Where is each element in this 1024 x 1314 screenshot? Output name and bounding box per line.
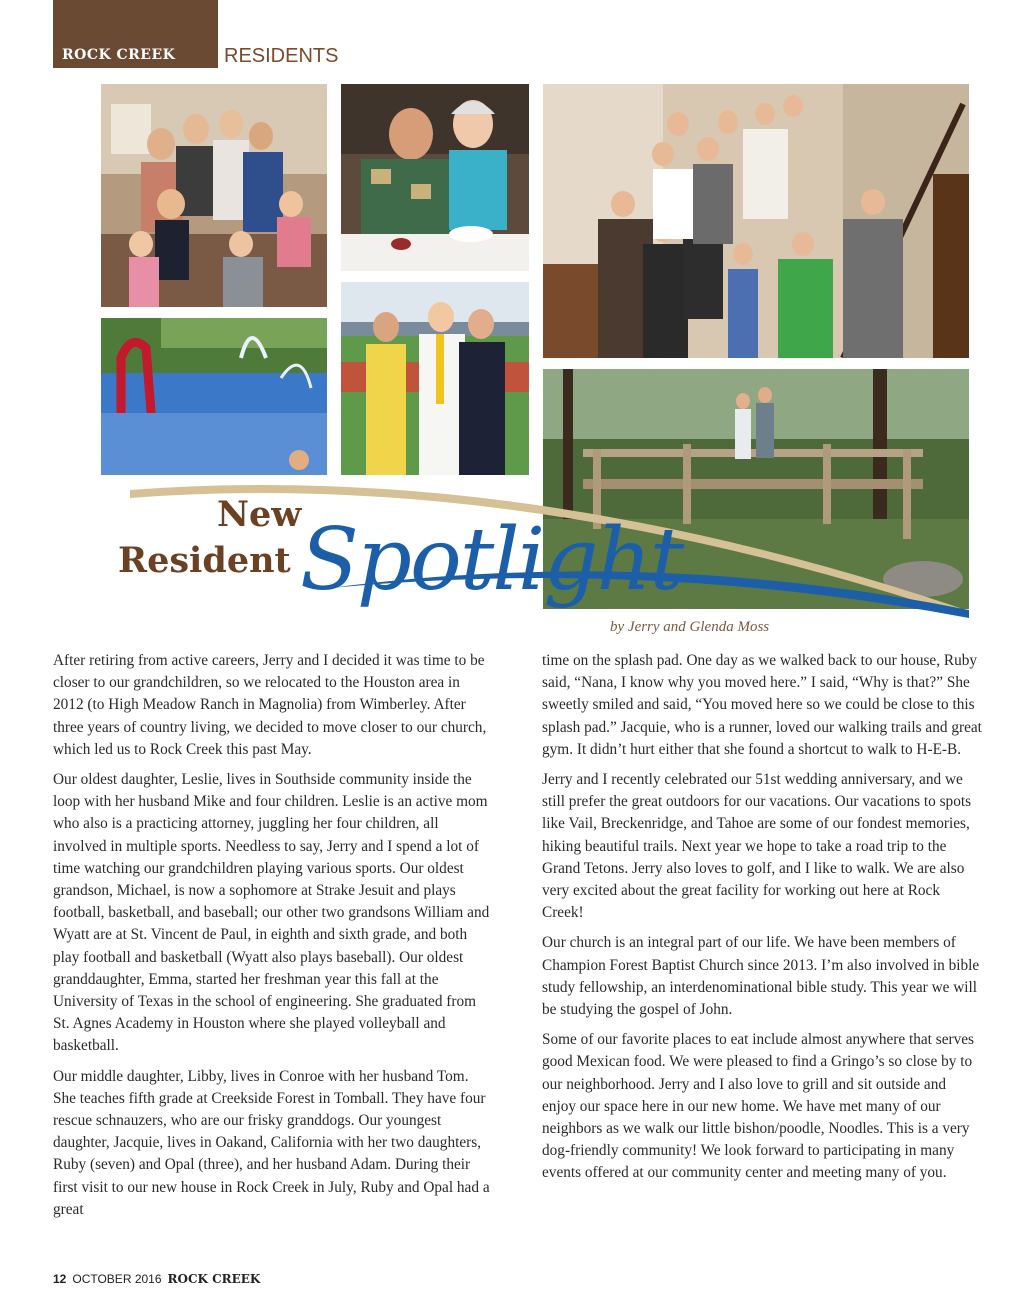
paragraph: Some of our favorite places to eat include almost anywhere that serves good Mexican food. We were pleased to find a Gringo’s so close by to our neighborhood. Jerry and I also love to grill and sit outside and enjoy our space here in our new home. We have met many of our neighbors as we walk our little bishon/poodle, Noodles. This is a very dog-friendly community! We look forward to participating in many events offered at our community center and meeting many of you. xyxy=(542,1031,974,1182)
photo-graduation xyxy=(341,282,529,475)
page-number: 12 xyxy=(53,1272,67,1286)
photo-family-group-kitchen xyxy=(101,84,327,307)
title-spotlight: Spotlight xyxy=(300,510,683,610)
page-footer xyxy=(53,1272,260,1286)
article-column-left xyxy=(53,650,493,1229)
photo-couple-dinner xyxy=(341,84,529,271)
article-column-right xyxy=(542,650,982,1193)
title-resident: Resident xyxy=(118,540,291,581)
section-title: RESIDENTS xyxy=(224,45,339,67)
title-new: New xyxy=(217,494,302,535)
paragraph: Our church is an integral part of our life. We have been members of Champion Forest Baptist Church since 2013. I’m also involved in bible study fellowship, an interdenominational bible study. This year we will be studying the gospel of John. xyxy=(542,934,980,1019)
photo-family-staircase xyxy=(543,84,969,358)
issue-date: OCTOBER 2016 xyxy=(72,1272,162,1286)
magazine-name: ROCK CREEK xyxy=(167,1272,261,1286)
photo-splash-pad xyxy=(101,318,327,475)
paragraph: time on the splash pad. One day as we walked back to our house, Ruby said, “Nana, I know why you moved here.” I said, “Why is that?” She sweetly smiled and said, “You moved here so we could be close to this splash pad.” Jacquie, who is a runner, loved our walking trails and great gym. It didn’t hurt either that she found a shortcut to walk to H-E-B. xyxy=(542,652,982,758)
paragraph: After retiring from active careers, Jerry and I decided it was time to be closer to our grandchildren, so we relocated to the Houston area in 2012 (to High Meadow Ranch in Magnolia) from Wimberley. After three years of country living, we decided to move closer to our church, which led us to Rock Creek this past May. xyxy=(53,652,487,758)
paragraph: Jerry and I recently celebrated our 51st wedding anniversary, and we still prefer the great outdoors for our vacations. Our vacations to spots like Vail, Breckenridge, and Tahoe are some of our fondest memories, hiking beautiful trails. Next year we hope to take a road trip to the Grand Tetons. Jerry also loves to golf, and I like to walk. We are also very excited about the great facility for working out here at Rock Creek! xyxy=(542,771,972,922)
byline: by Jerry and Glenda Moss xyxy=(610,619,770,635)
paragraph: Our middle daughter, Libby, lives in Conroe with her husband Tom. She teaches fifth grade at Creekside Forest in Tomball. They have four rescue schnauzers, who are our frisky granddogs. Our youngest daughter, Jacquie, lives in Oakand, California with her two daughters, Ruby (seven) and Opal (three), and her husband Adam. During their first visit to our new house in Rock Creek in July, Ruby and Opal had a great xyxy=(53,1067,490,1218)
paragraph: Our oldest daughter, Leslie, lives in Southside community inside the loop with her husband Mike and four children. Leslie is an active mom who also is a practicing attorney, juggling her four children, all involved in multiple sports. Needless to say, Jerry and I spend a lot of time watching our grandchildren playing various sports. Our oldest grandson, Michael, is now a sophomore at Strake Jesuit and plays football, basketball, and baseball; our other two grandsons William and Wyatt are at St. Vincent de Paul, in eighth and sixth grade, and both play football and basketball (Wyatt also plays baseball). Our oldest granddaughter, Emma, started her freshman year this fall at the University of Texas in the school of engineering. She graduated from St. Agnes Academy in Houston where she played volleyball and basketball. xyxy=(53,771,490,1055)
brand-logo: ROCK CREEK xyxy=(62,47,176,63)
